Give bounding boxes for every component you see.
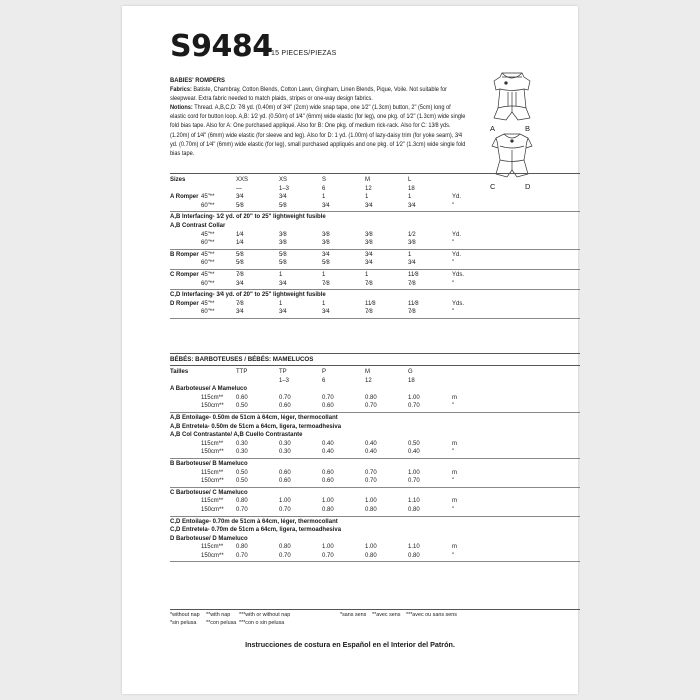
yardage-cell: 3⁄4 (322, 202, 330, 209)
yardage-cell: 5⁄8 (279, 251, 287, 258)
age-col: 6 (322, 377, 326, 384)
footnote: **with nap (206, 612, 231, 618)
row-heading: C,D Entoilage- 0.70m de 51cm à 64cm, léger, thermocollant (170, 518, 338, 525)
yardage-cell: 0.70 (408, 478, 420, 485)
footnote: ***avec ou sans sens (406, 612, 457, 618)
row-heading: A,B Entretela- 0.50m de 51cm a 64cm, ligera, termoadhesiva (170, 423, 342, 430)
size-col: P (322, 369, 327, 375)
yardage-cell: 1.00 (408, 394, 420, 401)
footnote: ***with or without nap (239, 612, 291, 618)
row-divider (170, 289, 580, 290)
footnote: *without nap (170, 612, 200, 618)
table-row (170, 431, 580, 440)
yardage-cell: 0.30 (279, 440, 291, 447)
yardage-cell: 1⁄4 (236, 231, 244, 238)
yardage-cell: 0.60 (236, 394, 248, 401)
yardage-cell: 7⁄8 (408, 309, 416, 316)
unit-cell: Yds. (452, 300, 465, 307)
table-row (170, 222, 580, 231)
divider (170, 365, 580, 366)
table-row (170, 271, 580, 280)
yardage-cell: 1 (322, 194, 326, 201)
age-col: 18 (408, 377, 415, 384)
yardage-cell: 0.50 (236, 403, 248, 410)
footnote: **con pelusa (206, 620, 237, 626)
yardage-cell: 7⁄8 (236, 300, 244, 307)
row-heading: A,B Contrast Collar (170, 222, 226, 229)
unit-cell: " (452, 478, 455, 485)
yardage-cell: 5⁄8 (322, 260, 330, 267)
fabric-width: 45"** (201, 300, 215, 307)
table-row (170, 193, 580, 202)
view-label-b: B (525, 124, 531, 133)
row-heading: A,B Interfacing- 1⁄2 yd. of 20" to 25" lightweight fusible (170, 214, 326, 221)
yardage-cell: 0.80 (365, 394, 377, 401)
yardage-cell: 0.70 (279, 506, 291, 513)
unit-cell: " (452, 240, 455, 247)
yardage-cell: 1 (408, 194, 412, 201)
table-row (170, 300, 580, 309)
row-divider (170, 269, 580, 270)
divider (170, 353, 580, 354)
yardage-cell: 0.70 (236, 506, 248, 513)
yardage-cell: 0.70 (365, 478, 377, 485)
fabric-width: 60"** (201, 202, 215, 209)
fabric-width: 115cm** (201, 440, 224, 447)
yardage-cell: 5⁄8 (236, 260, 244, 267)
yardage-cell: 0.50 (408, 440, 420, 447)
fabric-width: 150cm** (201, 552, 224, 559)
age-col: 6 (322, 185, 326, 192)
yardage-cell: 0.80 (279, 544, 291, 551)
table-row (170, 448, 580, 457)
size-col: G (408, 369, 413, 375)
yardage-cell: 3⁄4 (408, 260, 416, 267)
yardage-cell: 0.50 (236, 469, 248, 476)
table-row (170, 460, 580, 469)
row-heading: A Barboteuse/ A Mameluco (170, 386, 248, 393)
view-label-d: D (525, 182, 531, 191)
yardage-cell: 0.40 (365, 440, 377, 447)
yardage-cell: 0.80 (365, 552, 377, 559)
row-heading: C Barboteuse/ C Mameluco (170, 489, 248, 496)
fabric-width: 60"** (201, 260, 215, 267)
fabric-width: 60"** (201, 280, 215, 287)
yardage-cell: 0.80 (236, 498, 248, 505)
yardage-cell: 3⁄8 (365, 240, 373, 247)
fabrics-text (170, 85, 466, 103)
row-heading: C,D Entretela- 0.70m de 51cm a 64cm, ligera, termoadhesiva (170, 527, 342, 534)
yardage-cell: 1 (279, 271, 283, 278)
table-row (170, 489, 580, 498)
yardage-cell: 7⁄8 (236, 271, 244, 278)
yardage-cell: 0.30 (236, 440, 248, 447)
yardage-cell: 1⁄4 (236, 240, 244, 247)
yardage-cell: 5⁄8 (279, 260, 287, 267)
yardage-cell: 0.60 (322, 478, 334, 485)
fabric-width: 150cm** (201, 403, 224, 410)
unit-cell: Yd. (452, 194, 462, 201)
table-row (170, 469, 580, 478)
fabrics-label: Fabrics: (170, 86, 192, 94)
yardage-cell: 7⁄8 (322, 280, 330, 287)
age-col: 18 (408, 185, 415, 192)
unit-cell: " (452, 260, 455, 267)
size-col: S (322, 177, 327, 183)
table-row (170, 202, 580, 211)
table-row (170, 497, 580, 506)
yardage-cell: 11⁄8 (408, 300, 419, 307)
yardage-cell: 0.70 (279, 394, 291, 401)
yardage-cell: 3⁄4 (236, 309, 244, 316)
table-row (170, 291, 580, 300)
divider (170, 173, 580, 174)
yardage-cell: 0.30 (236, 449, 248, 456)
yardage-cell: 0.60 (279, 403, 291, 410)
pattern-title: BABIES' ROMPERS (170, 77, 225, 84)
yardage-cell: 1.10 (408, 544, 420, 551)
yardage-cell: 7⁄8 (365, 280, 373, 287)
notions-text (170, 103, 466, 158)
unit-cell: m (452, 469, 457, 476)
fabric-width: 45"** (201, 271, 215, 278)
yardage-cell: 0.60 (322, 403, 334, 410)
divider (170, 609, 580, 610)
table-row (170, 440, 580, 449)
fabric-width: 45"** (201, 194, 215, 201)
unit-cell: m (452, 440, 457, 447)
yardage-cell: 0.80 (236, 544, 248, 551)
yardage-cell: 3⁄8 (279, 240, 287, 247)
unit-cell: m (452, 498, 457, 505)
unit-cell: Yds. (452, 271, 465, 278)
yardage-cell: 5⁄8 (279, 202, 287, 209)
romper-sketch-ab (484, 68, 540, 126)
table-row (170, 239, 580, 248)
unit-cell: Yd. (452, 251, 462, 258)
yardage-cell: 3⁄4 (365, 202, 373, 209)
pieces-count: 15 PIECES/PIEZAS (271, 50, 337, 57)
table-row (170, 423, 580, 432)
yardage-table-english (170, 176, 580, 320)
yardage-cell: 0.40 (408, 449, 420, 456)
yardage-cell: 5⁄8 (236, 251, 244, 258)
row-heading: B Barboteuse/ B Mameluco (170, 460, 248, 467)
size-col: TP (279, 369, 287, 375)
row-label: C Romper (170, 271, 199, 278)
yardage-cell: 1.00 (322, 498, 334, 505)
yardage-cell: 3⁄4 (322, 251, 330, 258)
size-col: XXS (236, 177, 249, 183)
yardage-cell: 0.40 (365, 449, 377, 456)
yardage-cell: 1 (365, 194, 369, 201)
yardage-cell: 1 (322, 271, 326, 278)
size-col: XS (279, 177, 288, 183)
table-row (170, 414, 580, 423)
yardage-cell: 1 (279, 300, 283, 307)
yardage-cell: 3⁄4 (236, 194, 244, 201)
unit-cell: " (452, 449, 455, 456)
yardage-cell: 0.80 (365, 506, 377, 513)
yardage-cell: 1⁄2 (408, 231, 416, 238)
sizes-label: Tailles (170, 369, 189, 375)
row-heading: A,B Entoilage- 0.50m de 51cm à 64cm, léger, thermocollant (170, 414, 338, 421)
yardage-cell: 3⁄4 (279, 309, 287, 316)
footnote: ***con o sin pelusa (239, 620, 285, 626)
yardage-cell: 0.60 (322, 469, 334, 476)
yardage-cell: 3⁄4 (236, 280, 244, 287)
table-row (170, 526, 580, 535)
yardage-cell: 11⁄8 (408, 271, 419, 278)
yardage-cell: 0.50 (236, 478, 248, 485)
fabric-width: 115cm** (201, 469, 224, 476)
fabric-width: 45"** (201, 251, 215, 258)
age-col: — (236, 185, 242, 192)
unit-cell: " (452, 506, 455, 513)
yardage-cell: 1.10 (408, 498, 420, 505)
description-block (170, 76, 466, 158)
row-divider (170, 318, 580, 319)
row-heading: A,B Col Contrastante/ A,B Cuello Contrastante (170, 432, 303, 439)
fabric-width: 115cm** (201, 394, 224, 401)
fabric-width: 115cm** (201, 544, 224, 551)
unit-cell: " (452, 403, 455, 410)
size-col: L (408, 177, 412, 183)
table-row (170, 308, 580, 317)
notions-label: Notions: (170, 104, 193, 112)
fabric-width: 115cm** (201, 498, 224, 505)
footnote: **avec sens (372, 612, 401, 618)
yardage-cell: 0.80 (322, 506, 334, 513)
fabric-width: 150cm** (201, 449, 224, 456)
unit-cell: " (452, 552, 455, 559)
table-row (170, 231, 580, 240)
footnote: *sin pelusa (170, 620, 197, 626)
yardage-cell: 1.00 (322, 544, 334, 551)
table-row (170, 280, 580, 289)
yardage-cell: 1 (365, 271, 369, 278)
yardage-cell: 0.80 (408, 506, 420, 513)
table-row (170, 385, 580, 394)
pattern-number: S9484 (170, 29, 273, 64)
yardage-cell: 1.00 (408, 469, 420, 476)
yardage-cell: 3⁄8 (322, 231, 330, 238)
age-col: 12 (365, 377, 372, 384)
yardage-cell: 1 (408, 251, 412, 258)
yardage-cell: 0.70 (236, 552, 248, 559)
pattern-envelope-back (122, 6, 578, 694)
view-label-c: C (490, 182, 496, 191)
table-row (170, 518, 580, 527)
yardage-cell: 3⁄8 (408, 240, 416, 247)
yardage-cell: 0.60 (279, 469, 291, 476)
yardage-cell: 0.80 (408, 552, 420, 559)
yardage-cell: 1.00 (365, 498, 377, 505)
yardage-cell: 0.70 (322, 552, 334, 559)
row-divider (170, 516, 580, 517)
sizes-label: Sizes (170, 177, 186, 183)
table-row (170, 535, 580, 544)
yardage-cell: 0.70 (408, 403, 420, 410)
yardage-cell: 0.70 (365, 403, 377, 410)
row-divider (170, 412, 580, 413)
age-col: 12 (365, 185, 372, 192)
yardage-cell: 11⁄8 (365, 300, 376, 307)
table-row (170, 213, 580, 222)
fabric-width: 150cm** (201, 506, 224, 513)
yardage-cell: 7⁄8 (408, 280, 416, 287)
table-row (170, 506, 580, 515)
row-divider (170, 249, 580, 250)
size-col: M (365, 177, 370, 183)
table-row (170, 259, 580, 268)
fabric-width: 45"** (201, 231, 215, 238)
yardage-cell: 0.30 (279, 449, 291, 456)
notions-value: Thread. A,B,C,D: 7⁄8 yd. (0.40m) of 3⁄4" (2cm) wide snap tape, one 1⁄2" (1.3cm) button, 2" (5cm) long of elastic cord for button loop. A,B: 1⁄2 yd. (0.50m) of 1⁄4" (6mm) wide elastic (for leg), one pkg. of 1⁄2" (1.3cm) wide single fold bias tape. Also for A: One purchased appliqué. Also for B: One pkg. of medium rick-rack. Also for C: 13⁄8 yds. (1.20m) of 1⁄4" (6mm) wide elastic (for sleeve and leg). Also for D: 1 yd. (1.00m) of lazy-daisy trim (for yoke seam), 3⁄4 yd. (0.70m) of 1⁄4" (6mm) wide elastic (for leg), small purchased appliqués and one pkg. of 1⁄2" (1.3cm) wide single fold bias tape. (170, 104, 466, 157)
row-divider (170, 211, 580, 212)
yardage-cell: 3⁄4 (365, 260, 373, 267)
sizes-row (170, 368, 580, 377)
row-label: B Romper (170, 251, 199, 258)
yardage-cell: 3⁄4 (322, 309, 330, 316)
yardage-cell: 0.70 (322, 394, 334, 401)
yardage-cell: 1.00 (279, 498, 291, 505)
unit-cell: m (452, 394, 457, 401)
yardage-cell: 3⁄8 (279, 231, 287, 238)
yardage-cell: 3⁄4 (365, 251, 373, 258)
ages-row (170, 185, 580, 194)
unit-cell: " (452, 202, 455, 209)
table-row (170, 251, 580, 260)
yardage-cell: 0.40 (322, 449, 334, 456)
size-col: M (365, 369, 370, 375)
row-heading: C,D Interfacing- 3⁄4 yd. of 20" to 25" lightweight fusible (170, 292, 326, 299)
fabric-width: 150cm** (201, 478, 224, 485)
unit-cell: Yd. (452, 231, 462, 238)
yardage-table-metric (170, 368, 580, 563)
row-divider (170, 458, 580, 459)
unit-cell: m (452, 544, 457, 551)
yardage-cell: 7⁄8 (365, 309, 373, 316)
spanish-instructions-note: Instrucciones de costura en Español en el Interior del Patrón. (245, 640, 455, 649)
fabrics-value: Batiste, Chambray, Cotton Blends, Cotton Lawn, Gingham, Linen Blends, Pique, Voile. Not suitable for sleepwear. Extra fabric needed to match plaids, stripes or one-way design fabrics. (170, 86, 447, 103)
row-heading: D Barboteuse/ D Mameluco (170, 535, 248, 542)
yardage-cell: 5⁄8 (236, 202, 244, 209)
yardage-cell: 3⁄4 (279, 194, 287, 201)
table-row (170, 477, 580, 486)
size-col: TTP (236, 369, 248, 375)
footnote: *sans sens (340, 612, 367, 618)
unit-cell: " (452, 309, 455, 316)
yardage-cell: 3⁄4 (408, 202, 416, 209)
table-row (170, 543, 580, 552)
age-col: 1–3 (279, 185, 290, 192)
sizes-row (170, 176, 580, 185)
table-row (170, 394, 580, 403)
yardage-cell: 0.60 (279, 478, 291, 485)
yardage-cell: 3⁄8 (322, 240, 330, 247)
fabric-width: 60"** (201, 309, 215, 316)
view-label-a: A (490, 124, 496, 133)
age-col: 1–3 (279, 377, 290, 384)
yardage-cell: 0.70 (365, 469, 377, 476)
unit-cell: " (452, 280, 455, 287)
table-row (170, 552, 580, 561)
yardage-cell: 3⁄8 (365, 231, 373, 238)
row-divider (170, 561, 580, 562)
row-label: D Romper (170, 300, 199, 307)
yardage-cell: 1 (322, 300, 326, 307)
spanish-section-title: BÉBÉS: BARBOTEUSES / BÉBÉS: MAMELUCOS (170, 356, 314, 363)
row-label: A Romper (170, 194, 199, 201)
yardage-cell: 1.00 (365, 544, 377, 551)
fabric-width: 60"** (201, 240, 215, 247)
yardage-cell: 3⁄4 (279, 280, 287, 287)
ages-row (170, 377, 580, 386)
row-divider (170, 487, 580, 488)
table-row (170, 402, 580, 411)
yardage-cell: 0.70 (279, 552, 291, 559)
yardage-cell: 0.40 (322, 440, 334, 447)
